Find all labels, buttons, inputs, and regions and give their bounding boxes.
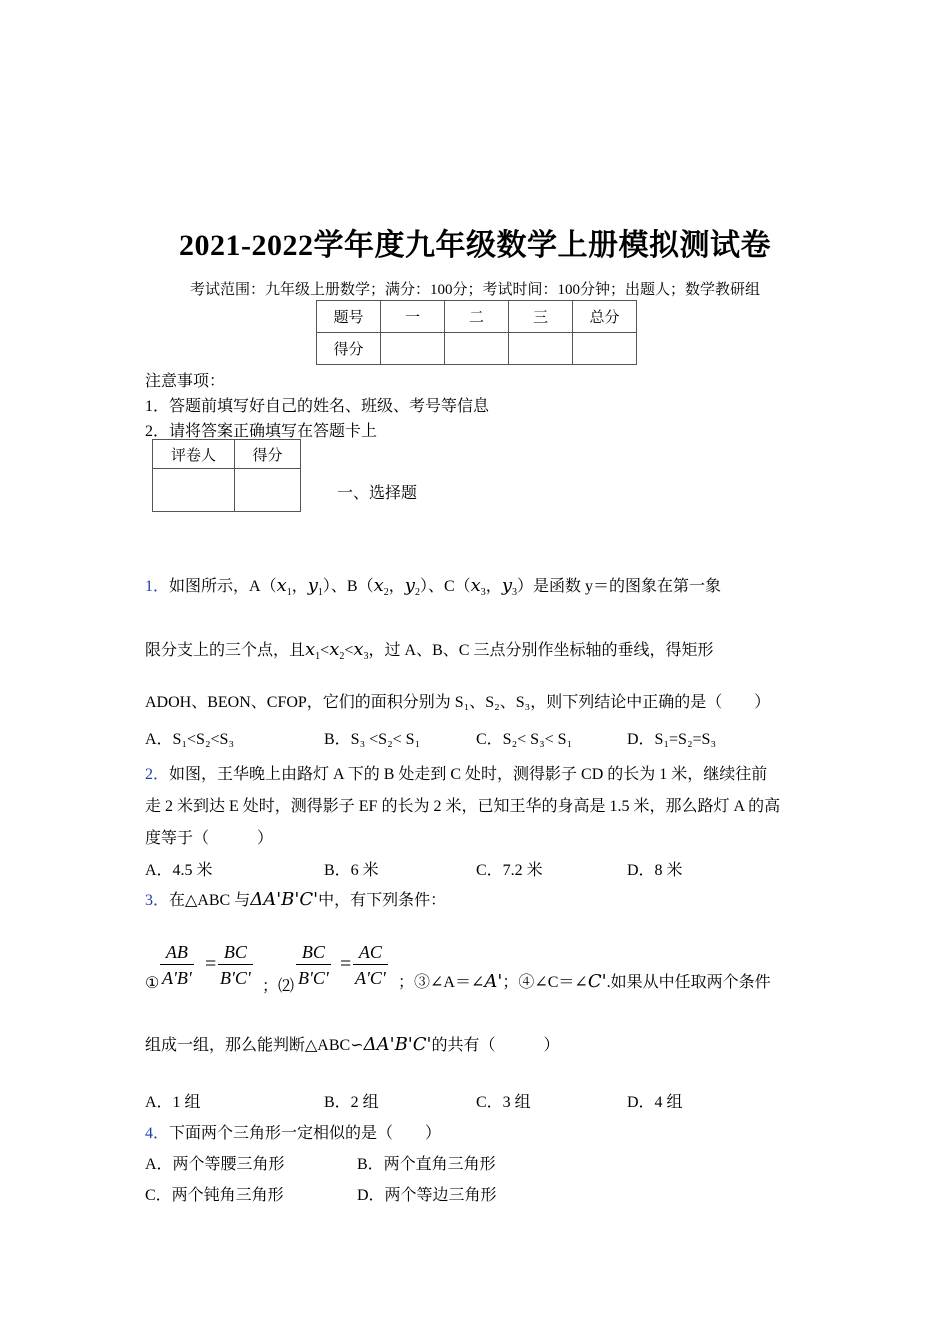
numerator: BC <box>218 940 253 965</box>
q1-option-a[interactable]: A．S₁<S₂<S₃ <box>145 731 235 748</box>
grader-header: 得分 <box>235 440 301 469</box>
exam-info: 考试范围：九年级上册数学；满分：100分；考试时间：100分钟；出题人；数学教研组 <box>189 282 760 298</box>
text: < <box>320 642 330 659</box>
denominator: B'C' <box>220 968 251 988</box>
subscript: 3 <box>363 651 369 663</box>
section-heading: 一、选择题 <box>337 485 418 502</box>
math: x <box>353 639 364 660</box>
subscript: 2 <box>414 587 420 599</box>
text: 如图所示，A（ <box>169 578 277 595</box>
equals-sign: = <box>340 953 352 975</box>
text: 组成一组，那么能判断△ABC∽ <box>145 1037 364 1054</box>
grader-header: 评卷人 <box>153 440 235 469</box>
q4-option-a[interactable]: A．两个等腰三角形 <box>145 1156 285 1173</box>
q2-option-c[interactable]: C．7.2 米 <box>476 862 543 879</box>
subscript: 1 <box>286 587 292 599</box>
math: x <box>329 639 340 660</box>
q1-number: 1． <box>145 578 170 595</box>
text: ）、B（ <box>322 578 374 595</box>
text: .如果从中任取两个条件 <box>606 974 771 991</box>
grader-table <box>152 439 301 512</box>
math: x <box>305 639 316 660</box>
subscript: 2 <box>339 651 345 663</box>
text: ，过 A、B、C 三点分别作坐标轴的垂线，得矩形 <box>368 642 714 659</box>
math: C' <box>587 971 607 992</box>
text: ；④∠C＝∠ <box>502 974 588 991</box>
score-header: 题号 <box>317 301 381 333</box>
score-cell[interactable] <box>573 333 637 365</box>
q3-option-b[interactable]: B．2 组 <box>324 1094 379 1111</box>
math: y <box>307 575 318 596</box>
q4-stem <box>145 1120 441 1143</box>
q1-line-1 <box>145 568 721 611</box>
score-header: 一 <box>381 301 445 333</box>
q1-line-2 <box>145 632 713 675</box>
subscript: 1 <box>317 587 323 599</box>
note-item: 1．答题前填写好自己的姓名、班级、考号等信息 <box>145 398 490 415</box>
page-title: 2021-2022学年度九年级数学上册模拟测试卷 <box>179 229 771 262</box>
text: ）、C（ <box>419 578 471 595</box>
text: ， <box>388 578 405 595</box>
text: < <box>344 642 354 659</box>
text: 下面两个三角形一定相似的是（ ） <box>169 1125 442 1142</box>
q3-line-1 <box>145 882 446 919</box>
subscript: 3 <box>480 587 486 599</box>
q2-option-d[interactable]: D．8 米 <box>627 862 683 879</box>
math: A' <box>484 971 503 992</box>
score-row-label: 得分 <box>317 333 381 365</box>
math: y <box>501 575 512 596</box>
text: 如图，王华晚上由路灯 A 下的 B 处走到 C 处时，测得影子 CD 的长为 1 米，继续往前 <box>169 766 768 783</box>
q1-option-c[interactable]: C．S₂< S₃< S₁ <box>476 731 573 748</box>
score-header: 总分 <box>573 301 637 333</box>
q2-line-2: 走 2 米到达 E 处时，测得影子 EF 的长为 2 米，已知王华的身高是 1.5 米，那么路灯 A 的高 <box>145 798 781 815</box>
grader-cell[interactable] <box>235 469 301 512</box>
math: x <box>276 575 287 596</box>
q3-number: 3． <box>145 892 170 909</box>
subscript: 3 <box>511 587 517 599</box>
text: ；③∠A＝∠ <box>398 974 485 991</box>
fraction-bc <box>218 940 253 991</box>
q2-option-a[interactable]: A．4.5 米 <box>145 862 213 879</box>
text: ， <box>485 578 502 595</box>
q1-option-b[interactable]: B．S₃ <S₂< S₁ <box>324 731 421 748</box>
score-table <box>316 300 637 365</box>
separator: ；⑵ <box>262 978 295 995</box>
q2-line-3: 度等于（ ） <box>145 830 274 847</box>
fraction-ab <box>160 940 194 991</box>
math: ΔA'B'C' <box>363 1034 432 1055</box>
fraction-ac <box>353 940 388 991</box>
denominator: A'C' <box>355 968 386 988</box>
score-cell[interactable] <box>445 333 509 365</box>
math: x <box>373 575 384 596</box>
numerator: AB <box>160 940 194 965</box>
numerator: AC <box>353 940 388 965</box>
score-header: 二 <box>445 301 509 333</box>
q4-option-c[interactable]: C．两个钝角三角形 <box>145 1187 284 1204</box>
text: 限分支上的三个点，且 <box>145 642 306 659</box>
q2-number: 2． <box>145 766 170 783</box>
q4-option-d[interactable]: D．两个等边三角形 <box>357 1187 497 1204</box>
denominator: A'B' <box>162 968 192 988</box>
q4-number: 4． <box>145 1125 170 1142</box>
q1-line-3: ADOH、BEON、CFOP，它们的面积分别为 S₁、S₂、S₃，则下列结论中正确的是（ ） <box>145 694 771 711</box>
q3-option-c[interactable]: C．3 组 <box>476 1094 531 1111</box>
q2-option-b[interactable]: B．6 米 <box>324 862 379 879</box>
q4-option-b[interactable]: B．两个直角三角形 <box>357 1156 496 1173</box>
subscript: 2 <box>383 587 389 599</box>
q3-line-3 <box>145 1027 559 1064</box>
q3-conditions-tail <box>398 964 771 1001</box>
q2-line-1 <box>145 761 767 784</box>
text: 的共有（ ） <box>431 1037 560 1054</box>
q3-option-a[interactable]: A．1 组 <box>145 1094 201 1111</box>
notes-heading: 注意事项： <box>145 373 226 390</box>
text: 在△ABC 与 <box>169 892 251 909</box>
q1-option-d[interactable]: D．S₁=S₂=S₃ <box>627 731 717 748</box>
text: ， <box>291 578 308 595</box>
note-item: 2．请将答案正确填写在答题卡上 <box>145 423 378 440</box>
denominator: B'C' <box>298 968 329 988</box>
condition-1-label: ① <box>145 975 160 992</box>
numerator: BC <box>296 940 331 965</box>
text: ）是函数 y＝的图象在第一象 <box>516 578 721 595</box>
math: x <box>470 575 481 596</box>
score-header: 三 <box>509 301 573 333</box>
score-cell[interactable] <box>381 333 445 365</box>
subscript: 1 <box>315 651 321 663</box>
grader-cell[interactable] <box>153 469 235 512</box>
q3-option-d[interactable]: D．4 组 <box>627 1094 683 1111</box>
math: y <box>404 575 415 596</box>
score-cell[interactable] <box>509 333 573 365</box>
fraction-bc-2 <box>296 940 331 991</box>
math: ΔA'B'C' <box>250 889 319 910</box>
text: 中，有下列条件： <box>318 892 447 909</box>
equals-sign: = <box>205 953 217 975</box>
